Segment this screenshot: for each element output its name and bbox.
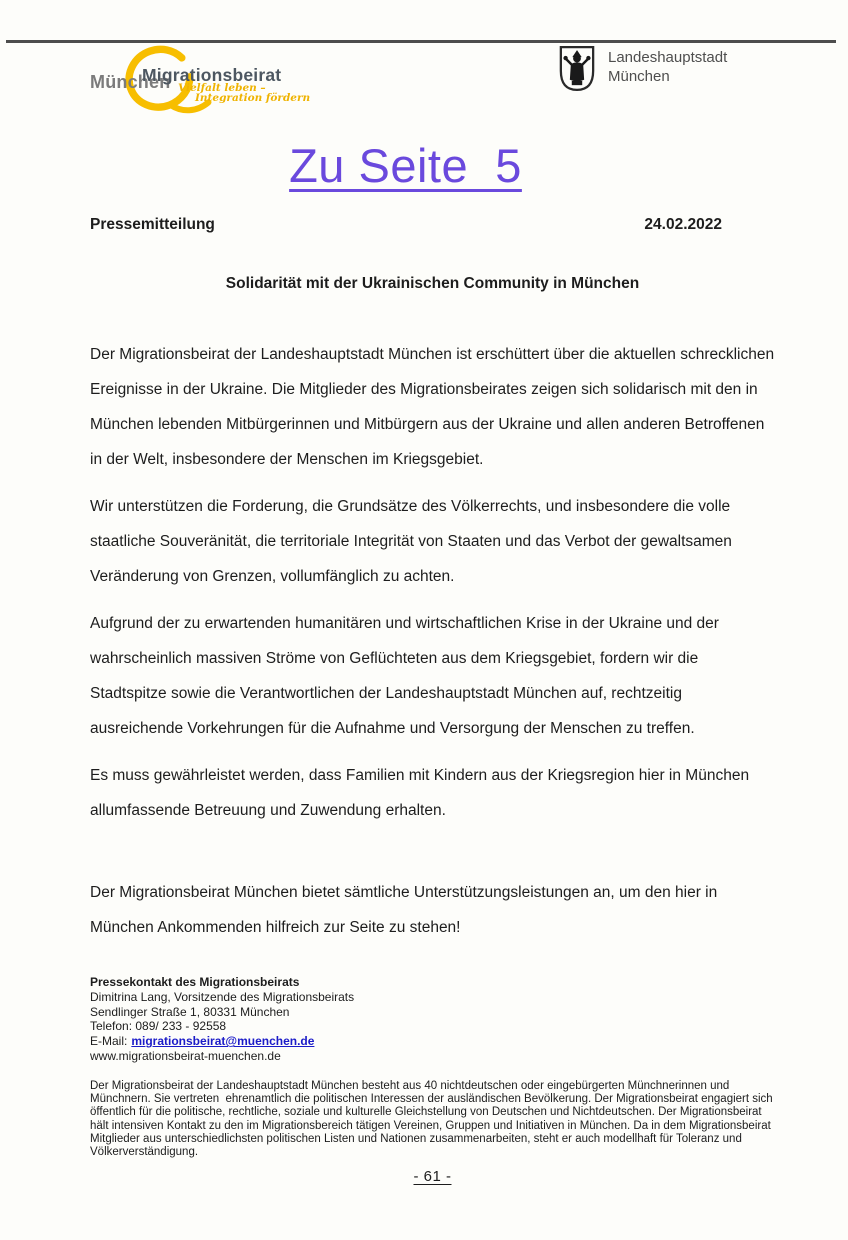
doc-date: 24.02.2022	[644, 216, 722, 233]
contact-heading: Pressekontakt des Migrationsbeirats	[90, 975, 300, 989]
logo-tagline-line1: Vielfalt leben –	[178, 82, 266, 94]
landeshauptstadt-logo-text	[608, 45, 727, 86]
lhm-line2: München	[608, 68, 670, 85]
zu-seite-link[interactable]: Zu Seite 5	[289, 139, 522, 192]
meta-row	[90, 216, 775, 234]
body-text	[90, 337, 775, 945]
logo-tagline-line2: Integration fördern	[195, 92, 311, 104]
doc-type-label: Pressemitteilung	[90, 216, 215, 233]
contact-person: Dimitrina Lang, Vorsitzende des Migrationsbeirats	[90, 989, 355, 1004]
paragraph: Es muss gewährleistet werden, dass Familien mit Kindern aus der Kriegsregion hier in München allumfassende Betreuung und Zuwendung erhalten.	[90, 767, 750, 819]
logo-name-text: Migrationsbeirat	[142, 65, 282, 85]
page-link-row	[90, 138, 775, 196]
document-page	[0, 40, 848, 1185]
press-contact-block	[90, 975, 775, 1064]
contact-email-row	[90, 1034, 775, 1049]
migrationsbeirat-logo	[90, 40, 410, 124]
email-label: E-Mail:	[90, 1034, 128, 1049]
muenchner-kindl-shield-icon	[558, 45, 596, 93]
page-title: Solidarität mit der Ukrainischen Community in München	[225, 275, 640, 292]
page-number: - 61 -	[413, 1167, 452, 1185]
contact-website: www.migrationsbeirat-muenchen.de	[90, 1048, 281, 1063]
lhm-line1: Landeshauptstadt	[608, 49, 728, 66]
contact-phone: Telefon: 089/ 233 - 92558	[90, 1019, 227, 1034]
paragraph: Wir unterstützen die Forderung, die Grundsätze des Völkerrechts, und insbesondere die volle staatliche Souveränität, die territoriale Integrität von Staaten und das Verbot der gewaltsamen Veränderung von Grenzen, vollumfänglich zu achten.	[90, 498, 732, 585]
paragraph: Der Migrationsbeirat der Landeshauptstadt München ist erschüttert über die aktuellen schrecklichen Ereignisse in der Ukraine. Die Mitglieder des Migrationsbeirates zeigen sich solidarisch mit den in München lebenden Mitbürgerinnen und Mitbürgern aus der Ukraine und allen anderen Betroffenen in der Welt, insbesondere der Menschen im Kriegsgebiet.	[90, 346, 775, 468]
paragraph: Der Migrationsbeirat München bietet sämtliche Unterstützungsleistungen an, um den hier in München Ankommenden hilfreich zur Seite zu stehen!	[90, 884, 718, 936]
logo-city-text: München	[90, 72, 171, 92]
landeshauptstadt-logo	[558, 45, 727, 93]
contact-address: Sendlinger Straße 1, 80331 München	[90, 1004, 290, 1019]
header	[90, 40, 775, 124]
paragraph: Aufgrund der zu erwartenden humanitären und wirtschaftlichen Krise in der Ukraine und der wahrscheinlich massiven Ströme von Geflüchteten aus dem Kriegsgebiet, fordern wir die Stadtspitze sowie die Verantwortlichen der Landeshauptstadt München auf, rechtzeitig ausreichende Vorkehrungen für die Aufnahme und Versorgung der Menschen zu treffen.	[90, 615, 719, 737]
email-link[interactable]: migrationsbeirat@muenchen.de	[131, 1034, 315, 1049]
about-footnote: Der Migrationsbeirat der Landeshauptstadt München besteht aus 40 nichtdeutschen oder eingebürgerten Münchnerinnen und Münchnern. Sie vertreten ehrenamtlich die politischen Interessen der ausländischen Bevölkerung. Der Migrationsbeirat engagiert sich öffentlich für die politische, rechtliche, soziale und kulturelle Gleichstellung von Deutschen und Nichtdeutschen. Der Migrationsbeirat hält intensiven Kontakt zu den im Migrationsbereich tätigen Vereinen, Gruppen und Initiativen in München. Da in dem Migrationsbeirat Mitglieder aus unterschiedlichsten politischen Listen und Nationen zusammenarbeiten, steht er auch modellhaft für Toleranz und Völkerverständigung.	[90, 1079, 776, 1159]
